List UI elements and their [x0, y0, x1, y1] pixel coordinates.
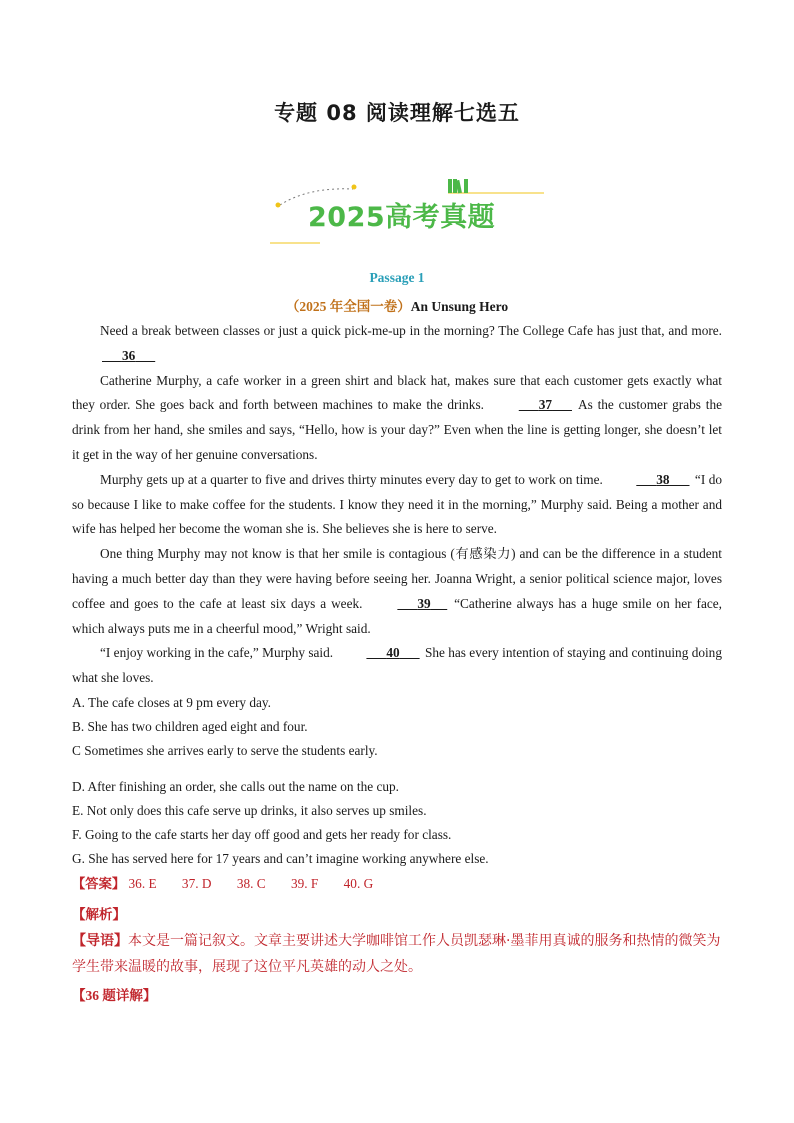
- guide-text: 本文是一篇记叙文。文章主要讲述大学咖啡馆工作人员凯瑟琳·墨菲用真诚的服务和热情的微笑为学生带来温暖的故事，展现了这位平凡英雄的动人之处。: [72, 933, 721, 975]
- paragraph: Murphy gets up at a quarter to five and drives thirty minutes every day to get to work on time. 38 “I do so because I like to make coffee for the students. I know they need it in the morning,” Murphy said. Being a mother and wife has helped her become the woman she is. She believes she is here to serve.: [72, 468, 722, 542]
- passage-headline: An Unsung Hero: [410, 299, 509, 314]
- question-36-detail-label: 【36 题详解】: [72, 988, 157, 1003]
- blank-39: 39: [417, 595, 431, 611]
- banner-title: 2025高考真题: [308, 202, 496, 233]
- blank-37: 37: [538, 397, 553, 413]
- option-f: F. Going to the cafe starts her day off good and gets her ready for class.: [72, 827, 452, 842]
- options-list: [72, 691, 722, 763]
- blank-38: 38: [656, 471, 670, 487]
- options-list-continued: [72, 775, 722, 871]
- books-icon: [448, 179, 468, 193]
- answer-item: 36. E: [128, 876, 157, 891]
- option-b: B. She has two children aged eight and four.: [72, 719, 308, 734]
- passage-heading: [0, 295, 794, 315]
- paragraph: “I enjoy working in the cafe,” Murphy said. 40 She has every intention of staying and continuing doing what she loves.: [72, 641, 722, 691]
- answer-item: 40. G: [343, 876, 374, 891]
- answer-item: 37. D: [181, 876, 212, 891]
- option-e: E. Not only does this cafe serve up drinks, it also serves up smiles.: [72, 803, 427, 818]
- page-title: 专题 08 阅读理解七选五: [274, 101, 520, 125]
- paragraph: Need a break between classes or just a quick pick-me-up in the morning? The College Cafe has just that, and more. 36: [72, 319, 722, 369]
- blank-40: 40: [386, 645, 400, 661]
- option-d: D. After finishing an order, she calls out the name on the cup.: [72, 779, 400, 794]
- option-c: C Sometimes she arrives early to serve the students early.: [72, 743, 378, 758]
- passage-source: （2025 年全国一卷）: [285, 299, 411, 314]
- analysis-label: 【解析】: [72, 907, 126, 922]
- option-g: G. She has served here for 17 years and can’t imagine working anywhere else.: [72, 851, 489, 866]
- passage-label: Passage 1: [369, 270, 425, 285]
- answer-tag: 【答案】: [72, 876, 126, 891]
- paragraph: One thing Murphy may not know is that her smile is contagious (有感染力) and can be the difference in a student having a much better day than they were having before seeing her. Joanna Wright, a senior political science major, loves coffee and goes to the cafe at least six days a week. 39 “Catherine always has a huge smile on her face, which always puts me in a cheerful mood,” Wright said.: [72, 546, 722, 636]
- passage-body: [72, 319, 722, 691]
- guide-paragraph: [72, 928, 727, 980]
- option-a: A. The cafe closes at 9 pm every day.: [72, 695, 272, 710]
- answer-item: 38. C: [236, 876, 266, 891]
- paragraph: Catherine Murphy, a cafe worker in a green shirt and black hat, makes sure that each customer gets exactly what they order. She goes back and forth between machines to make the drinks. 37 As the customer grabs the drink from her hand, she smiles and says, “Hello, how is your day?” Even when the line is getting longer, she doesn’t let it get in the way of her genuine conversations.: [72, 372, 722, 462]
- answer-item: 39. F: [290, 876, 319, 891]
- blank-36: 36: [121, 347, 136, 363]
- answer-line: [72, 872, 373, 896]
- guide-tag: 【导语】: [72, 933, 128, 949]
